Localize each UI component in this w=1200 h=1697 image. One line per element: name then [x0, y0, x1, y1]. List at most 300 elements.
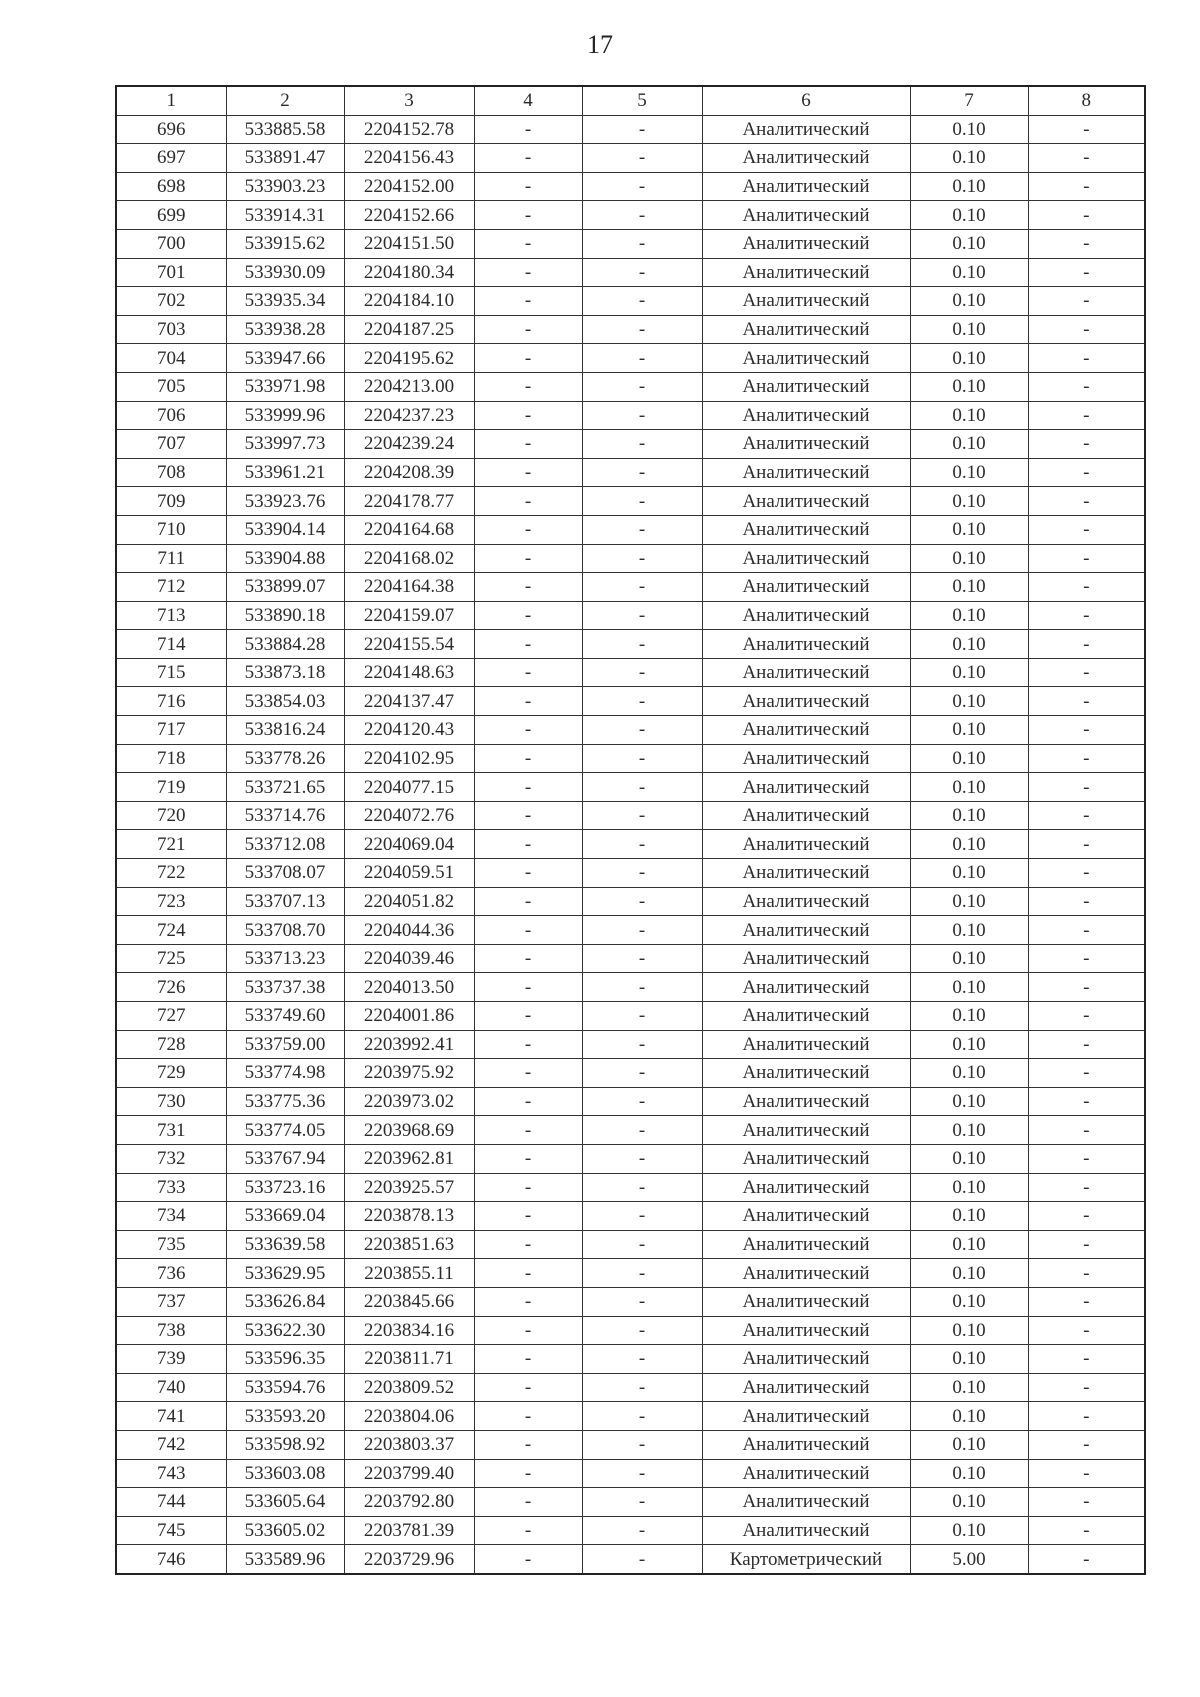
table-cell: - — [582, 1430, 702, 1459]
table-cell: - — [474, 344, 582, 373]
table-cell: - — [1028, 573, 1145, 602]
table-cell: 2203799.40 — [344, 1459, 474, 1488]
table-cell: 0.10 — [910, 201, 1028, 230]
table-cell: - — [582, 544, 702, 573]
table-cell: Аналитический — [702, 944, 910, 973]
table-cell: 533997.73 — [226, 430, 344, 459]
table-cell: 719 — [116, 773, 226, 802]
table-cell: - — [1028, 172, 1145, 201]
table-cell: 0.10 — [910, 1402, 1028, 1431]
table-cell: - — [582, 1202, 702, 1231]
table-cell: 0.10 — [910, 658, 1028, 687]
table-cell: 701 — [116, 258, 226, 287]
table-cell: 0.10 — [910, 916, 1028, 945]
table-cell: Аналитический — [702, 1516, 910, 1545]
table-cell: - — [1028, 1116, 1145, 1145]
table-cell: Аналитический — [702, 315, 910, 344]
table-cell: 2204156.43 — [344, 144, 474, 173]
table-cell: 0.10 — [910, 458, 1028, 487]
table-cell: 2204180.34 — [344, 258, 474, 287]
table-cell: 2203809.52 — [344, 1373, 474, 1402]
table-body — [116, 115, 1145, 1574]
table-cell: 0.10 — [910, 1488, 1028, 1517]
table-cell: 727 — [116, 1002, 226, 1031]
table-cell: - — [582, 1259, 702, 1288]
table-cell: - — [1028, 1316, 1145, 1345]
table-cell: - — [582, 773, 702, 802]
table-cell: 2204102.95 — [344, 744, 474, 773]
table-cell: - — [582, 1230, 702, 1259]
table-cell: - — [582, 1316, 702, 1345]
table-cell: - — [474, 1259, 582, 1288]
table-cell: 5.00 — [910, 1545, 1028, 1574]
table-cell: - — [474, 944, 582, 973]
table-cell: 533961.21 — [226, 458, 344, 487]
table-cell: 2204152.66 — [344, 201, 474, 230]
table-cell: 734 — [116, 1202, 226, 1231]
table-cell: Аналитический — [702, 687, 910, 716]
table-cell: 0.10 — [910, 515, 1028, 544]
table-row — [116, 315, 1145, 344]
table-row — [116, 1459, 1145, 1488]
table-cell: 741 — [116, 1402, 226, 1431]
table-cell: 712 — [116, 573, 226, 602]
table-cell: - — [1028, 887, 1145, 916]
table-cell: - — [1028, 1488, 1145, 1517]
table-cell: 533884.28 — [226, 630, 344, 659]
table-cell: Аналитический — [702, 830, 910, 859]
table-row — [116, 944, 1145, 973]
table-cell: 738 — [116, 1316, 226, 1345]
table-cell: - — [474, 830, 582, 859]
table-cell: 728 — [116, 1030, 226, 1059]
table-row — [116, 344, 1145, 373]
table-cell: - — [474, 973, 582, 1002]
table-row — [116, 687, 1145, 716]
table-row — [116, 1087, 1145, 1116]
table-cell: 2203851.63 — [344, 1230, 474, 1259]
table-cell: 0.10 — [910, 973, 1028, 1002]
table-cell: Аналитический — [702, 1030, 910, 1059]
table-row — [116, 1059, 1145, 1088]
table-cell: 0.10 — [910, 573, 1028, 602]
table-cell: 533891.47 — [226, 144, 344, 173]
table-cell: 533622.30 — [226, 1316, 344, 1345]
table-cell: 722 — [116, 859, 226, 888]
table-cell: - — [1028, 801, 1145, 830]
table-cell: 0.10 — [910, 1316, 1028, 1345]
table-cell: 0.10 — [910, 1230, 1028, 1259]
table-cell: 700 — [116, 229, 226, 258]
table-cell: 533775.36 — [226, 1087, 344, 1116]
table-cell: - — [582, 344, 702, 373]
table-cell: 743 — [116, 1459, 226, 1488]
table-row — [116, 801, 1145, 830]
table-row — [116, 258, 1145, 287]
table-cell: Аналитический — [702, 887, 910, 916]
table-cell: 533903.23 — [226, 172, 344, 201]
table-cell: 0.10 — [910, 1345, 1028, 1374]
table-row — [116, 401, 1145, 430]
table-cell: 533669.04 — [226, 1202, 344, 1231]
table-cell: 708 — [116, 458, 226, 487]
table-cell: 744 — [116, 1488, 226, 1517]
table-cell: 533914.31 — [226, 201, 344, 230]
table-cell: 533707.13 — [226, 887, 344, 916]
table-cell: - — [474, 630, 582, 659]
table-cell: - — [582, 687, 702, 716]
table-cell: 732 — [116, 1144, 226, 1173]
table-cell: - — [1028, 658, 1145, 687]
table-row — [116, 887, 1145, 916]
table-cell: 533708.70 — [226, 916, 344, 945]
table-row — [116, 458, 1145, 487]
table-cell: 737 — [116, 1287, 226, 1316]
table-cell: Аналитический — [702, 144, 910, 173]
table-cell: 0.10 — [910, 801, 1028, 830]
table-cell: - — [1028, 1202, 1145, 1231]
table-cell: Аналитический — [702, 1373, 910, 1402]
table-cell: 0.10 — [910, 1173, 1028, 1202]
table-cell: Аналитический — [702, 1202, 910, 1231]
table-cell: - — [1028, 458, 1145, 487]
table-cell: 718 — [116, 744, 226, 773]
table-cell: Аналитический — [702, 716, 910, 745]
table-row — [116, 1345, 1145, 1374]
table-cell: - — [474, 1545, 582, 1574]
table-cell: Аналитический — [702, 201, 910, 230]
table-cell: 726 — [116, 973, 226, 1002]
table-cell: - — [582, 315, 702, 344]
table-cell: 2204213.00 — [344, 372, 474, 401]
table-cell: 702 — [116, 287, 226, 316]
table-cell: - — [474, 859, 582, 888]
table-cell: 2203729.96 — [344, 1545, 474, 1574]
table-cell: 2203792.80 — [344, 1488, 474, 1517]
table-cell: Аналитический — [702, 1144, 910, 1173]
column-header: 7 — [910, 86, 1028, 115]
table-cell: - — [1028, 372, 1145, 401]
table-cell: 533854.03 — [226, 687, 344, 716]
table-row — [116, 1259, 1145, 1288]
table-cell: 533935.34 — [226, 287, 344, 316]
table-cell: - — [582, 1345, 702, 1374]
table-cell: Аналитический — [702, 744, 910, 773]
table-cell: 697 — [116, 144, 226, 173]
table-cell: Аналитический — [702, 401, 910, 430]
table-cell: 2203811.71 — [344, 1345, 474, 1374]
table-cell: Аналитический — [702, 601, 910, 630]
table-cell: 0.10 — [910, 115, 1028, 144]
table-row — [116, 1402, 1145, 1431]
table-cell: - — [474, 1516, 582, 1545]
table-cell: 533639.58 — [226, 1230, 344, 1259]
table-cell: - — [1028, 1287, 1145, 1316]
table-cell: - — [474, 716, 582, 745]
table-cell: - — [474, 1488, 582, 1517]
table-cell: - — [474, 801, 582, 830]
table-cell: 533767.94 — [226, 1144, 344, 1173]
table-row — [116, 1144, 1145, 1173]
table-cell: 0.10 — [910, 229, 1028, 258]
table-cell: - — [1028, 430, 1145, 459]
table-cell: - — [582, 887, 702, 916]
table-cell: - — [1028, 744, 1145, 773]
table-cell: - — [582, 1488, 702, 1517]
table-cell: Аналитический — [702, 287, 910, 316]
table-cell: 0.10 — [910, 258, 1028, 287]
table-cell: 2203803.37 — [344, 1430, 474, 1459]
table-cell: 711 — [116, 544, 226, 573]
table-cell: - — [582, 1087, 702, 1116]
table-cell: 2204159.07 — [344, 601, 474, 630]
table-cell: Аналитический — [702, 115, 910, 144]
table-cell: 2204001.86 — [344, 1002, 474, 1031]
table-cell: - — [582, 1373, 702, 1402]
table-cell: 735 — [116, 1230, 226, 1259]
table-cell: 2203973.02 — [344, 1087, 474, 1116]
table-row — [116, 716, 1145, 745]
table-cell: 2204039.46 — [344, 944, 474, 973]
table-cell: 0.10 — [910, 372, 1028, 401]
table-cell: - — [582, 1030, 702, 1059]
table-cell: - — [582, 229, 702, 258]
table-cell: 2204072.76 — [344, 801, 474, 830]
table-row — [116, 115, 1145, 144]
table-header-row — [116, 86, 1145, 115]
table-cell: Аналитический — [702, 658, 910, 687]
table-cell: - — [582, 401, 702, 430]
coordinates-table — [115, 85, 1146, 1575]
table-row — [116, 1373, 1145, 1402]
table-cell: 709 — [116, 487, 226, 516]
table-cell: - — [474, 401, 582, 430]
column-header: 8 — [1028, 86, 1145, 115]
table-cell: - — [474, 258, 582, 287]
table-cell: Аналитический — [702, 372, 910, 401]
table-cell: 2204051.82 — [344, 887, 474, 916]
table-cell: - — [582, 830, 702, 859]
table-cell: Аналитический — [702, 458, 910, 487]
table-cell: 533712.08 — [226, 830, 344, 859]
table-cell: 2203925.57 — [344, 1173, 474, 1202]
table-cell: - — [474, 1459, 582, 1488]
table-cell: 533714.76 — [226, 801, 344, 830]
table-cell: - — [582, 916, 702, 945]
table-cell: Аналитический — [702, 1287, 910, 1316]
table-cell: 0.10 — [910, 1259, 1028, 1288]
table-cell: 533593.20 — [226, 1402, 344, 1431]
table-cell: 533774.98 — [226, 1059, 344, 1088]
table-cell: 717 — [116, 716, 226, 745]
table-cell: - — [474, 658, 582, 687]
table-row — [116, 544, 1145, 573]
table-row — [116, 287, 1145, 316]
table-cell: - — [582, 630, 702, 659]
table-cell: 2203968.69 — [344, 1116, 474, 1145]
table-cell: 0.10 — [910, 144, 1028, 173]
table-cell: - — [474, 887, 582, 916]
table-cell: - — [1028, 1430, 1145, 1459]
table-cell: Аналитический — [702, 630, 910, 659]
table-cell: 729 — [116, 1059, 226, 1088]
table-cell: Аналитический — [702, 1230, 910, 1259]
table-row — [116, 172, 1145, 201]
table-cell: - — [582, 1173, 702, 1202]
table-cell: 0.10 — [910, 601, 1028, 630]
table-cell: 0.10 — [910, 1287, 1028, 1316]
table-cell: 2203855.11 — [344, 1259, 474, 1288]
table-cell: - — [1028, 944, 1145, 973]
table-cell: - — [1028, 1545, 1145, 1574]
table-row — [116, 916, 1145, 945]
table-cell: 703 — [116, 315, 226, 344]
table-cell: 533915.62 — [226, 229, 344, 258]
table-cell: - — [1028, 287, 1145, 316]
table-cell: - — [582, 573, 702, 602]
table-cell: - — [582, 515, 702, 544]
table-cell: - — [474, 487, 582, 516]
table-cell: - — [474, 1202, 582, 1231]
table-cell: - — [474, 201, 582, 230]
table-cell: - — [582, 1402, 702, 1431]
table-cell: - — [582, 1002, 702, 1031]
table-cell: 0.10 — [910, 1030, 1028, 1059]
table-cell: Аналитический — [702, 229, 910, 258]
table-cell: 0.10 — [910, 773, 1028, 802]
table-cell: 0.10 — [910, 944, 1028, 973]
table-cell: - — [582, 172, 702, 201]
table-cell: - — [582, 487, 702, 516]
table-row — [116, 1116, 1145, 1145]
table-row — [116, 515, 1145, 544]
table-cell: 2204164.38 — [344, 573, 474, 602]
table-cell: 533890.18 — [226, 601, 344, 630]
table-row — [116, 773, 1145, 802]
table-cell: - — [582, 1116, 702, 1145]
table-row — [116, 430, 1145, 459]
table-cell: 736 — [116, 1259, 226, 1288]
table-cell: 0.10 — [910, 630, 1028, 659]
table-cell: 0.10 — [910, 887, 1028, 916]
table-cell: Аналитический — [702, 1488, 910, 1517]
table-row — [116, 630, 1145, 659]
table-cell: - — [474, 1287, 582, 1316]
table-cell: 713 — [116, 601, 226, 630]
table-cell: - — [474, 1402, 582, 1431]
table-cell: - — [474, 115, 582, 144]
table-cell: 533603.08 — [226, 1459, 344, 1488]
table-cell: - — [474, 1116, 582, 1145]
table-row — [116, 201, 1145, 230]
column-header: 1 — [116, 86, 226, 115]
table-cell: - — [1028, 1516, 1145, 1545]
table-cell: 533589.96 — [226, 1545, 344, 1574]
table-cell: Аналитический — [702, 1116, 910, 1145]
table-row — [116, 830, 1145, 859]
table-cell: - — [1028, 258, 1145, 287]
page-number: 17 — [587, 30, 613, 59]
table-cell: 0.10 — [910, 1430, 1028, 1459]
table-cell: 533598.92 — [226, 1430, 344, 1459]
table-cell: 698 — [116, 172, 226, 201]
table-cell: 0.10 — [910, 1373, 1028, 1402]
table-cell: 533708.07 — [226, 859, 344, 888]
table-cell: 0.10 — [910, 430, 1028, 459]
table-row — [116, 372, 1145, 401]
table-cell: - — [582, 944, 702, 973]
table-cell: - — [1028, 1030, 1145, 1059]
column-header: 2 — [226, 86, 344, 115]
table-cell: - — [474, 916, 582, 945]
table-cell: - — [1028, 1259, 1145, 1288]
table-cell: - — [1028, 315, 1145, 344]
table-cell: 533930.09 — [226, 258, 344, 287]
table-cell: Аналитический — [702, 344, 910, 373]
table-cell: 0.10 — [910, 1002, 1028, 1031]
table-cell: 2204155.54 — [344, 630, 474, 659]
table-row — [116, 601, 1145, 630]
table-cell: Аналитический — [702, 1402, 910, 1431]
table-cell: 533923.76 — [226, 487, 344, 516]
table-cell: 2204152.00 — [344, 172, 474, 201]
table-cell: - — [474, 573, 582, 602]
table-cell: 0.10 — [910, 344, 1028, 373]
table-cell: 2203834.16 — [344, 1316, 474, 1345]
table-cell: Аналитический — [702, 430, 910, 459]
table-cell: 2203845.66 — [344, 1287, 474, 1316]
table-cell: 2204044.36 — [344, 916, 474, 945]
table-cell: - — [1028, 1059, 1145, 1088]
column-header: 3 — [344, 86, 474, 115]
table-row — [116, 658, 1145, 687]
table-cell: 533605.02 — [226, 1516, 344, 1545]
column-header: 6 — [702, 86, 910, 115]
table-cell: - — [582, 1516, 702, 1545]
table-cell: - — [474, 1430, 582, 1459]
table-cell: - — [582, 973, 702, 1002]
table-cell: - — [1028, 687, 1145, 716]
table-cell: - — [474, 515, 582, 544]
table-cell: - — [1028, 515, 1145, 544]
table-cell: Аналитический — [702, 1059, 910, 1088]
table-cell: 2204164.68 — [344, 515, 474, 544]
table-cell: 0.10 — [910, 172, 1028, 201]
table-cell: 2204148.63 — [344, 658, 474, 687]
table-cell: Аналитический — [702, 573, 910, 602]
table-row — [116, 1516, 1145, 1545]
table-cell: 0.10 — [910, 1459, 1028, 1488]
table-cell: 0.10 — [910, 744, 1028, 773]
table-row — [116, 1230, 1145, 1259]
table-cell: Аналитический — [702, 973, 910, 1002]
table-cell: 533721.65 — [226, 773, 344, 802]
table-cell: - — [474, 601, 582, 630]
table-cell: 533626.84 — [226, 1287, 344, 1316]
table-cell: Аналитический — [702, 773, 910, 802]
table-cell: - — [582, 859, 702, 888]
table-cell: - — [582, 1287, 702, 1316]
table-cell: Аналитический — [702, 1316, 910, 1345]
table-cell: 0.10 — [910, 401, 1028, 430]
table-cell: - — [582, 287, 702, 316]
table-cell: - — [582, 115, 702, 144]
table-row — [116, 1488, 1145, 1517]
table-cell: 533816.24 — [226, 716, 344, 745]
table-cell: - — [474, 1230, 582, 1259]
table-cell: - — [474, 172, 582, 201]
table-cell: 730 — [116, 1087, 226, 1116]
